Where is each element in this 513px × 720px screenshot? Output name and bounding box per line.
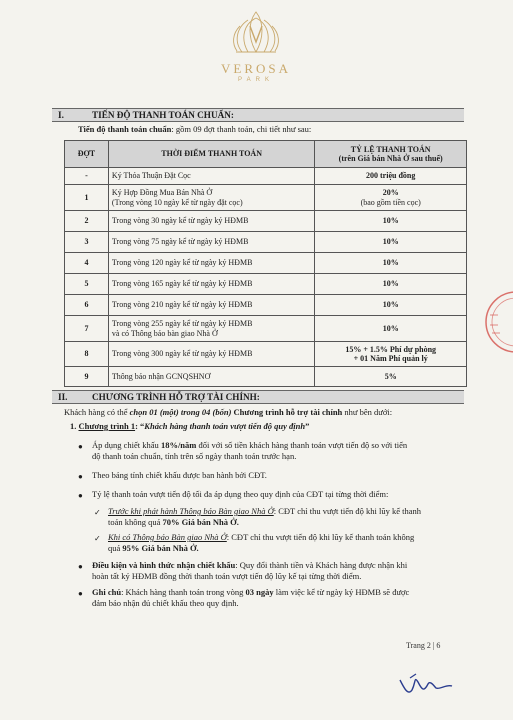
bullet-conditions <box>92 560 407 582</box>
text: : Khách hàng thanh toán trong vòng <box>121 587 246 597</box>
program-colon: : “ <box>135 421 145 431</box>
text: hoàn tất ký HĐMB đồng thời thanh toán vượt tiến độ lũy kế tại từng thời điểm. <box>92 571 362 581</box>
table-row <box>65 253 467 274</box>
section-1-number: I. <box>58 110 64 120</box>
table-row <box>65 168 467 185</box>
row-rate-line1: 20% <box>382 188 399 197</box>
intro-end: như bên dưới: <box>342 407 393 417</box>
note-days: 03 ngày <box>245 587 274 597</box>
bullet-icon: ● <box>78 562 83 571</box>
bullet-icon: ● <box>78 589 83 598</box>
row-time-line1: Ký Hợp Đồng Mua Bán Nhà Ở <box>111 188 213 197</box>
header-rate-line2: (trên Giá bán Nhà Ở sau thuế) <box>338 154 443 163</box>
bullet-max-rate: Tỷ lệ thanh toán vượt tiến độ tối đa áp dụng theo quy định của CĐT tại từng thời điểm: <box>92 489 389 499</box>
row-rate: 10% <box>315 316 467 342</box>
section-1-intro <box>78 124 311 135</box>
check-icon: ✓ <box>94 534 101 543</box>
row-time <box>108 185 314 211</box>
row-time-line2: (Trong vòng 10 ngày kể từ ngày đặt cọc) <box>111 197 243 207</box>
limit: 70% Giá bán Nhà Ở. <box>162 517 239 527</box>
row-dot: 9 <box>65 367 109 387</box>
section-1-title: TIẾN ĐỘ THANH TOÁN CHUẨN: <box>92 110 234 120</box>
table-row <box>65 295 467 316</box>
table-row <box>65 232 467 253</box>
row-rate-line2: + 01 Năm Phí quản lý <box>353 354 428 363</box>
row-time <box>108 316 314 342</box>
discount-rate: 18%/năm <box>160 440 197 450</box>
header-dot: ĐỢT <box>65 141 109 168</box>
intro-rest: : gồm 09 đợt thanh toán, chi tiết như sau: <box>171 124 312 134</box>
text: đảm bảo nhận đủ chiết khấu theo quy định. <box>92 598 239 608</box>
text: độ thanh toán chuẩn, tính trên số ngày thanh toán trước hạn. <box>92 451 297 461</box>
sub-bullet-before-handover <box>108 506 421 528</box>
row-dot: 1 <box>65 185 109 211</box>
row-dot: 4 <box>65 253 109 274</box>
row-dot: 5 <box>65 274 109 295</box>
section-2-number: II. <box>58 392 68 402</box>
header-rate <box>315 141 467 168</box>
header-rate-line1: TỶ LỆ THANH TOÁN <box>350 144 431 154</box>
payment-schedule-table <box>64 140 467 387</box>
text: : Quy đổi thành tiền và Khách hàng được nhận khi <box>235 560 408 570</box>
bullet-icon: ● <box>78 491 83 500</box>
table-row <box>65 367 467 387</box>
section-2-title: CHƯƠNG TRÌNH HỖ TRỢ TÀI CHÍNH: <box>92 392 260 402</box>
row-dot: 7 <box>65 316 109 342</box>
row-dot: 2 <box>65 211 109 232</box>
check-icon: ✓ <box>94 508 101 517</box>
program-1-heading <box>70 421 309 432</box>
text: đối với số tiền khách hàng thanh toán vượt tiến độ so với tiến <box>196 440 408 450</box>
row-rate: 10% <box>315 211 467 232</box>
bullet-icon: ● <box>78 472 83 481</box>
row-time-line2: và có Thông báo bàn giao Nhà Ở <box>111 328 218 338</box>
program-label: Chương trình 1 <box>78 421 136 431</box>
row-rate: 10% <box>315 274 467 295</box>
logo-subtitle: PARK <box>238 77 274 83</box>
program-quote-end: ” <box>305 421 310 431</box>
row-rate <box>315 185 467 211</box>
intro-bold: Tiến độ thanh toán chuẩn <box>78 124 172 134</box>
intro-text: Khách hàng có thể <box>64 407 130 417</box>
text: : CĐT chỉ thu vượt tiến độ khi lũy kế thanh <box>273 506 422 516</box>
limit: 95% Giá bán Nhà Ở. <box>122 543 199 553</box>
row-rate-line2: (bao gồm tiền cọc) <box>360 197 421 207</box>
intro-program: Chương trình hỗ trợ tài chính <box>231 407 343 417</box>
section-1-header <box>52 108 464 122</box>
red-stamp-icon <box>478 285 513 360</box>
table-row <box>65 185 467 211</box>
logo-wordmark: VEROSA <box>220 61 291 76</box>
section-2-intro <box>64 407 392 418</box>
row-rate: 10% <box>315 253 467 274</box>
row-time: Trong vòng 120 ngày kể từ ngày ký HĐMB <box>108 253 314 274</box>
bullet-icon: ● <box>78 442 83 451</box>
row-time-line1: Trong vòng 255 ngày kể từ ngày ký HĐMB <box>111 319 253 328</box>
row-dot: - <box>65 168 109 185</box>
text: làm việc kể từ ngày ký HĐMB sẽ được <box>273 587 410 597</box>
lotus-emblem-icon <box>228 8 284 60</box>
intro-choice: chọn 01 (một) trong 04 (bốn) <box>129 407 232 417</box>
row-time: Trong vòng 30 ngày kể từ ngày ký HĐMB <box>108 211 314 232</box>
note-label: Ghi chú <box>92 587 122 597</box>
row-time: Ký Thỏa Thuận Đặt Cọc <box>108 168 314 185</box>
row-rate: 10% <box>315 232 467 253</box>
verosa-logo <box>206 8 306 83</box>
row-rate: 5% <box>315 367 467 387</box>
header-time: THỜI ĐIỂM THANH TOÁN <box>108 141 314 168</box>
section-2-header <box>52 390 464 404</box>
signature-icon <box>396 668 456 702</box>
row-time: Trong vòng 300 ngày kể từ ngày ký HĐMB <box>108 342 314 367</box>
text: : CĐT chỉ thu vượt tiến độ khi lũy kế thanh toán không <box>226 532 415 542</box>
program-name: Khách hàng thanh toán vượt tiến độ quy định <box>144 421 306 431</box>
bullet-note <box>92 587 409 609</box>
table-row <box>65 342 467 367</box>
program-number: 1. <box>70 421 77 431</box>
row-dot: 3 <box>65 232 109 253</box>
row-time: Trong vòng 75 ngày kể từ ngày ký HĐMB <box>108 232 314 253</box>
conditions-label: Điều kiện và hình thức nhận chiết khấu <box>92 560 236 570</box>
row-time: Trong vòng 165 ngày kể từ ngày ký HĐMB <box>108 274 314 295</box>
text: toán không quá <box>108 517 163 527</box>
table-row <box>65 274 467 295</box>
bullet-discount <box>92 440 407 462</box>
row-rate: 200 triệu đồng <box>315 168 467 185</box>
text: quá <box>108 543 123 553</box>
table-row <box>65 316 467 342</box>
sub-bullet-after-handover <box>108 532 414 554</box>
text: Áp dụng chiết khấu <box>92 440 161 450</box>
row-time: Thông báo nhận GCNQSHNƠ <box>108 367 314 387</box>
condition: Trước khi phát hành Thông báo Bàn giao Nhà Ở <box>108 506 274 516</box>
page-number: Trang 2 | 6 <box>406 641 441 650</box>
bullet-table: Theo bảng tính chiết khấu được ban hành bởi CĐT. <box>92 470 267 480</box>
row-rate: 10% <box>315 295 467 316</box>
table-header-row <box>65 141 467 168</box>
row-rate <box>315 342 467 367</box>
row-time: Trong vòng 210 ngày kể từ ngày ký HĐMB <box>108 295 314 316</box>
row-rate-line1: 15% + 1.5% Phí dự phòng <box>345 344 437 354</box>
row-dot: 8 <box>65 342 109 367</box>
table-row <box>65 211 467 232</box>
row-dot: 6 <box>65 295 109 316</box>
condition: Khi có Thông báo Bàn giao Nhà Ở <box>108 532 227 542</box>
